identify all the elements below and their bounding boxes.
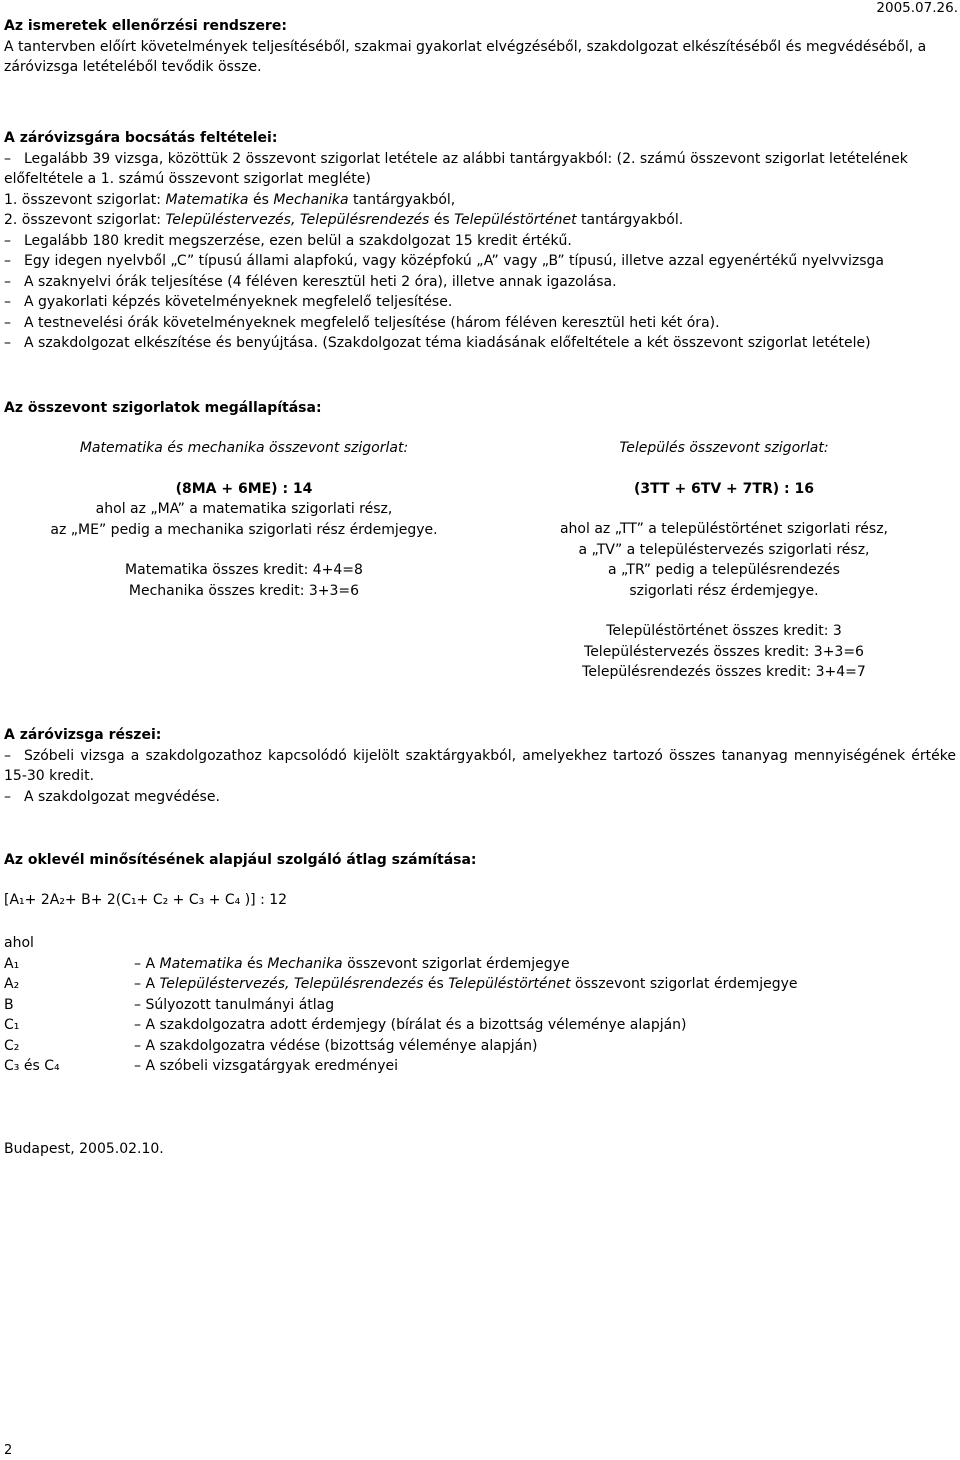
- definition-symbol: A₁: [4, 955, 20, 972]
- list-item: – A szakdolgozat elkészítése és benyújtása. (Szakdolgozat téma kiadásának előfeltétele a két összevont szigorlat letétele): [4, 333, 956, 354]
- text: összevont szigorlat érdemjegye: [342, 955, 570, 972]
- definition-text: [134, 995, 334, 1016]
- text-line: ahol az „MA” a matematika szigorlati rész,: [95, 501, 393, 517]
- list-item: [4, 190, 956, 211]
- text: 1. összevont szigorlat:: [4, 191, 166, 208]
- list-item: – Legalább 180 kredit megszerzése, ezen belül a szakdolgozat 15 kredit értékű.: [4, 231, 956, 252]
- definition-row: [4, 954, 798, 975]
- section-bocsatas: [4, 128, 956, 354]
- text: – A szóbeli vizsgatárgyak eredményei: [134, 1058, 399, 1074]
- text: összevont szigorlat érdemjegye: [570, 976, 798, 992]
- text: és: [242, 955, 268, 972]
- list-item: – A testnevelési órák követelményeknek megfelelő teljesítése (három féléven keresztül heti két óra).: [4, 313, 956, 334]
- text: tantárgyakból,: [348, 191, 456, 208]
- text-line: az „ME” pedig a mechanika szigorlati rész érdemjegye.: [50, 521, 438, 538]
- text: – Súlyozott tanulmányi átlag: [134, 996, 335, 1013]
- formula: (8MA + 6ME) : 14: [175, 480, 313, 497]
- list-item: – Legalább 39 vizsga, közöttük 2 összevont szigorlat letétele az alábbi tantárgyakból: (2. számú összevont szigorlat letételének előfeltétele a 1. számú összevont szigorlat megléte): [4, 149, 956, 190]
- definition-symbol: B: [4, 996, 14, 1013]
- page-number: 2: [4, 1443, 13, 1458]
- subject-name: Településtörténet: [454, 212, 577, 228]
- place-date: Budapest, 2005.02.10.: [4, 1141, 164, 1157]
- paragraph: A tantervben előírt követelmények teljesítéséből, szakmai gyakorlat elvégzéséből, szakdolgozat elkészítéséből és megvédéséből, a záróvizsga letételéből tevődik össze.: [4, 38, 927, 75]
- subject-name: Településtervezés, Településrendezés: [165, 212, 430, 228]
- definition-intro: [4, 933, 798, 954]
- subject-name: Mechanika: [273, 191, 349, 208]
- definition-text: [134, 1015, 687, 1036]
- section-title: Az összevont szigorlatok megállapítása:: [4, 400, 322, 416]
- list-item: – Egy idegen nyelvből „C” típusú állami alapfokú, vagy középfokú „A” vagy „B” típusú, illetve azzal egyenértékű nyelvvizsga: [4, 251, 956, 272]
- section-title: A záróvizsga részei:: [4, 727, 162, 743]
- text: és: [423, 976, 449, 992]
- text-line: Településrendezés összes kredit: 3+4=7: [582, 664, 866, 680]
- definitions: [4, 933, 798, 1077]
- section-title: A záróvizsgára bocsátás feltételei:: [4, 130, 278, 146]
- definition-text: [134, 1036, 538, 1057]
- text-line: Településtervezés összes kredit: 3+3=6: [584, 643, 864, 660]
- right-column: [484, 438, 960, 683]
- text-line: ahol az „TT” a településtörténet szigorlati rész,: [559, 521, 889, 537]
- text-line: a „TV” a településtervezés szigorlati rész,: [578, 541, 870, 558]
- definition-text: [134, 1056, 398, 1077]
- text: 2. összevont szigorlat:: [4, 212, 166, 228]
- text-line: Településtörténet összes kredit: 3: [606, 623, 842, 639]
- text-line: Mechanika összes kredit: 3+3=6: [128, 582, 360, 599]
- text-line: Matematika összes kredit: 4+4=8: [125, 562, 363, 578]
- definition-row: [4, 1056, 798, 1077]
- text: tantárgyakból.: [576, 212, 684, 228]
- text: ahol: [4, 935, 34, 951]
- column-heading: Település összevont szigorlat:: [619, 440, 829, 456]
- text-line: szigorlati rész érdemjegye.: [629, 582, 819, 599]
- list-item: – A szakdolgozat megvédése.: [4, 787, 956, 808]
- list-item: – A szaknyelvi órák teljesítése (4 féléven keresztül heti 2 óra), illetve annak igazolása.: [4, 272, 956, 293]
- formula: (3TT + 6TV + 7TR) : 16: [634, 480, 814, 497]
- definition-text: [134, 954, 570, 975]
- definition-symbol: A₂: [4, 976, 20, 992]
- text: – A: [134, 955, 160, 972]
- document-date: 2005.07.26.: [876, 0, 958, 16]
- definition-row: [4, 1015, 798, 1036]
- definition-symbol: C₁: [4, 1017, 20, 1033]
- text: és: [248, 191, 274, 208]
- definition-row: [4, 974, 798, 995]
- section-title: Az ismeretek ellenőrzési rendszere:: [4, 18, 287, 34]
- definition-row: [4, 1036, 798, 1057]
- definition-symbol: C₂: [4, 1037, 20, 1054]
- definition-text: [134, 974, 798, 995]
- text: – A szakdolgozatra adott érdemjegy (bírálat és a bizottság véleménye alapján): [134, 1017, 687, 1033]
- definition-row: [4, 995, 798, 1016]
- text: Településtervezés, Településrendezés: [159, 976, 424, 992]
- list-item: – Szóbeli vizsga a szakdolgozathoz kapcsolódó kijelölt szaktárgyakból, amelyekhez tartozó összes tananyag mennyiségének értéke 15-30 kredit.: [4, 746, 956, 787]
- subject-name: Matematika: [165, 191, 249, 208]
- text: Mechanika: [267, 955, 343, 972]
- text: és: [429, 212, 455, 228]
- left-column: [4, 438, 484, 601]
- section-title: Az oklevél minősítésének alapjául szolgáló átlag számítása:: [4, 852, 477, 868]
- text: – A: [134, 976, 160, 992]
- text: Településtörténet: [448, 976, 571, 992]
- text: – A szakdolgozatra védése (bizottság véleménye alapján): [134, 1037, 538, 1054]
- text: Matematika: [159, 955, 243, 972]
- section-ismeretek: [4, 16, 956, 78]
- section-zarovizsga: [4, 725, 956, 807]
- column-heading: Matematika és mechanika összevont szigorlat:: [79, 440, 409, 456]
- formula: [A₁+ 2A₂+ B+ 2(C₁+ C₂ + C₃ + C₄ )] : 12: [4, 892, 288, 908]
- text-line: a „TR” pedig a településrendezés: [608, 562, 840, 578]
- list-item: [4, 210, 956, 231]
- definition-symbol: C₃ és C₄: [4, 1058, 60, 1074]
- list-item: – A gyakorlati képzés követelményeknek megfelelő teljesítése.: [4, 292, 956, 313]
